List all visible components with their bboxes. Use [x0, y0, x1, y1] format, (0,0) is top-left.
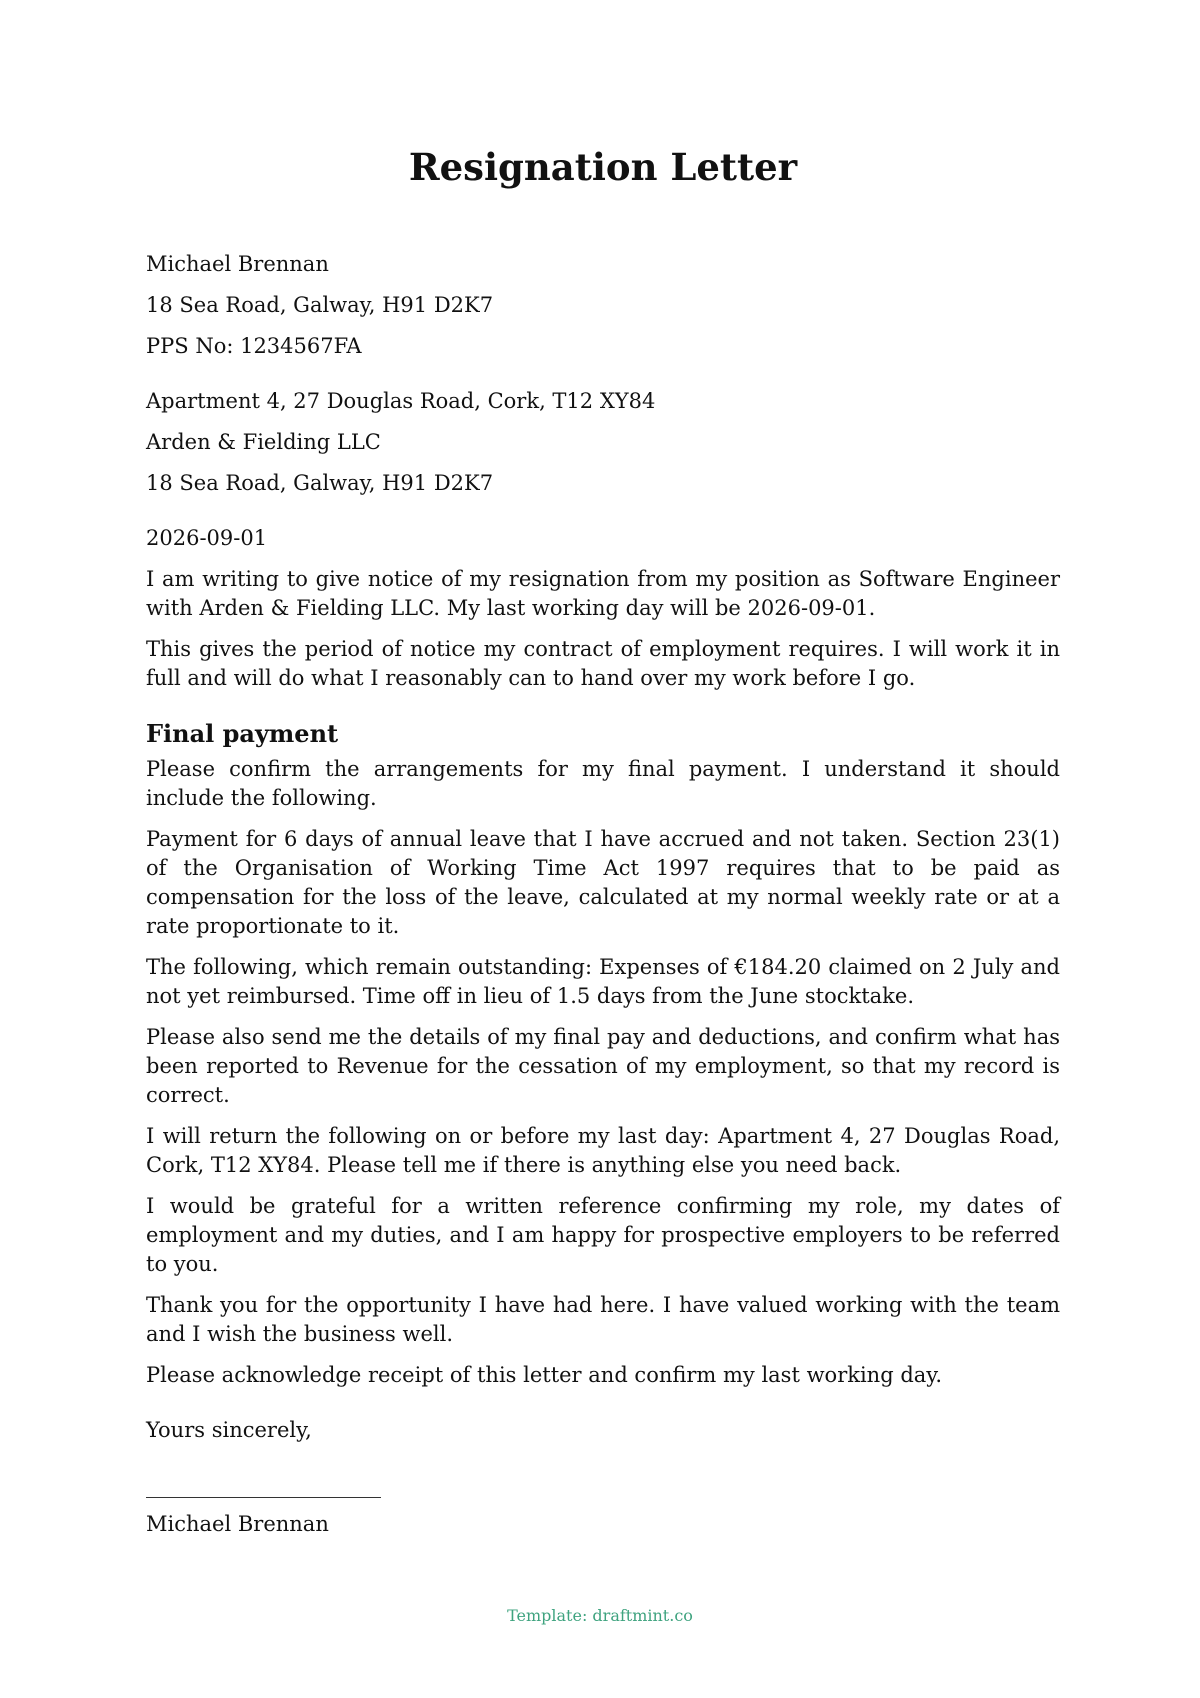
paragraph: Payment for 6 days of annual leave that I have accrued and not taken. Section 23(1) of the Organisation of Working Time Act 1997 requires that to be paid as compensation for the loss of the leave, calculated at my normal weekly rate or at a rate proportionate to it.	[146, 827, 1060, 938]
recipient-company: Arden & Fielding LLC	[146, 430, 381, 454]
recipient-block	[146, 387, 1060, 498]
signature-line	[146, 1497, 381, 1498]
paragraph: Please acknowledge receipt of this letter and confirm my last working day.	[146, 1363, 943, 1387]
paragraph: I am writing to give notice of my resignation from my position as Software Engineer with Arden & Fielding LLC. My last working day will be 2026-09-01.	[146, 567, 1060, 620]
sender-block	[146, 250, 1060, 361]
document-title: Resignation Letter	[408, 145, 798, 189]
paragraph: Please confirm the arrangements for my final payment. I understand it should include the following.	[146, 757, 1060, 810]
recipient-company-address: 18 Sea Road, Galway, H91 D2K7	[146, 471, 494, 495]
paragraph: This gives the period of notice my contract of employment requires. I will work it in full and will do what I reasonably can to hand over my work before I go.	[146, 637, 1060, 690]
paragraph: Please also send me the details of my final pay and deductions, and confirm what has been reported to Revenue for the cessation of my employment, so that my record is correct.	[146, 1025, 1060, 1107]
section-heading: Final payment	[146, 719, 339, 748]
body-paragraphs	[146, 755, 1060, 1390]
paragraph: I will return the following on or before my last day: Apartment 4, 27 Douglas Road, Cork, T12 XY84. Please tell me if there is anything else you need back.	[146, 1124, 1060, 1177]
template-footer: Template: draftmint.co	[507, 1606, 693, 1625]
paragraph: The following, which remain outstanding: Expenses of €184.20 claimed on 2 July and not yet reimbursed. Time off in lieu of 1.5 days from the June stocktake.	[146, 955, 1060, 1008]
paragraph: Thank you for the opportunity I have had here. I have valued working with the team and I wish the business well.	[146, 1293, 1060, 1346]
recipient-address: Apartment 4, 27 Douglas Road, Cork, T12 XY84	[146, 389, 656, 413]
letter-date: 2026-09-01	[146, 526, 268, 550]
closing: Yours sincerely,	[146, 1418, 312, 1442]
intro-paragraphs	[146, 565, 1060, 693]
paragraph: I would be grateful for a written reference confirming my role, my dates of employment and my duties, and I am happy for prospective employers to be referred to you.	[146, 1194, 1060, 1276]
sender-address: 18 Sea Road, Galway, H91 D2K7	[146, 293, 494, 317]
sender-name: Michael Brennan	[146, 252, 329, 276]
sender-pps: PPS No: 1234567FA	[146, 334, 362, 358]
signature-name: Michael Brennan	[146, 1512, 329, 1536]
